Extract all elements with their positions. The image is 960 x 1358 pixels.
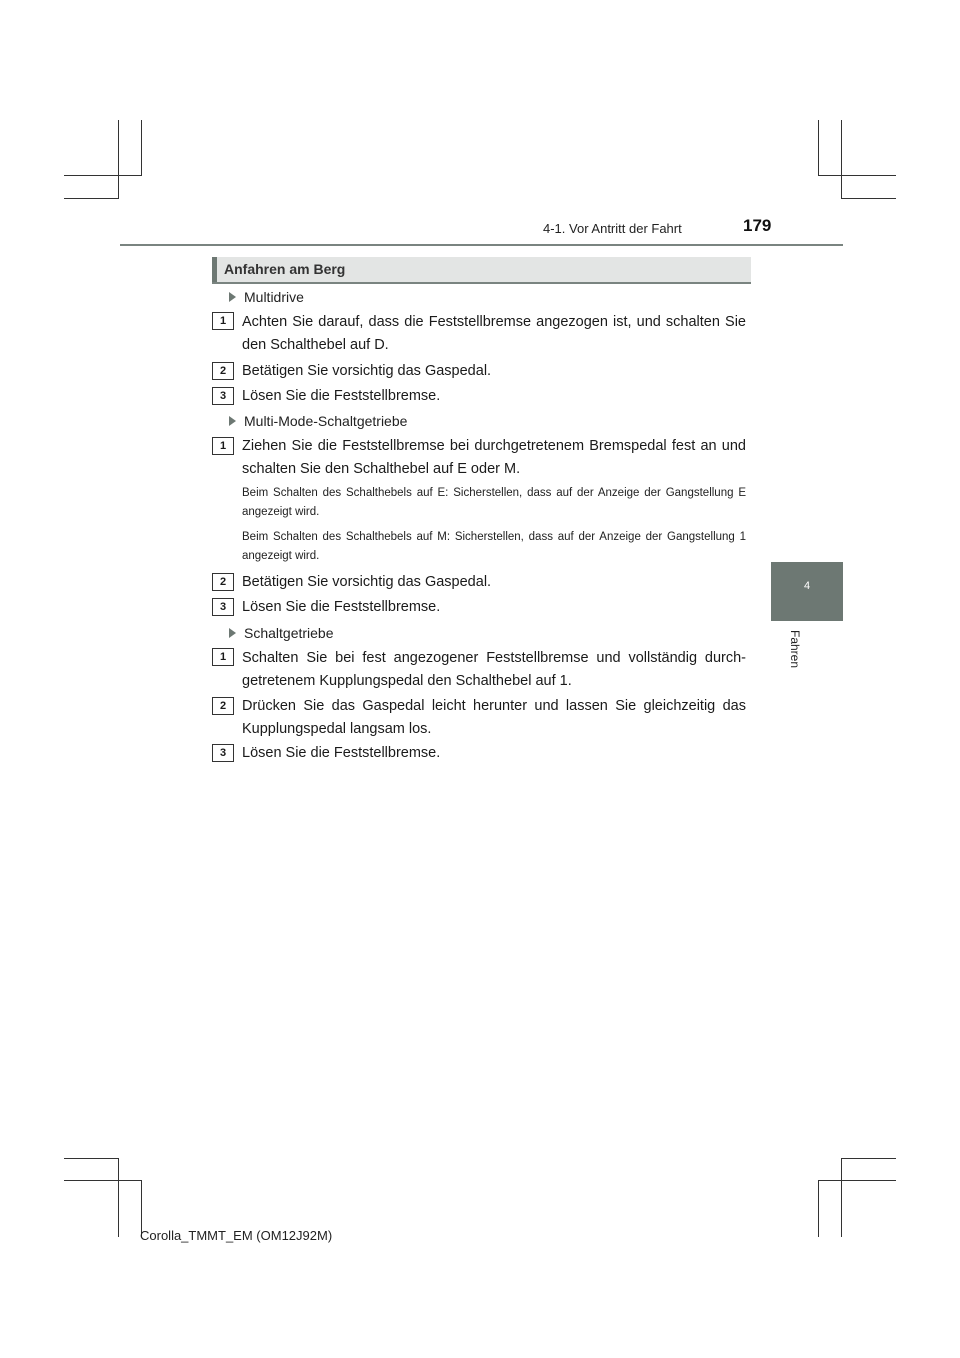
triangle-bullet-icon xyxy=(229,416,236,426)
triangle-bullet-icon xyxy=(229,628,236,638)
crop-mark xyxy=(64,175,142,176)
crop-mark xyxy=(818,175,896,176)
crop-mark xyxy=(141,120,142,176)
header-section: 4-1. Vor Antritt der Fahrt xyxy=(543,221,682,236)
note-text: Beim Schalten des Schalthebels auf E: Sicherstellen, dass auf der Anzeige der Gangstellung E angezeigt wird. xyxy=(242,487,746,518)
step-number: 3 xyxy=(212,744,234,762)
section-title-bar xyxy=(212,257,751,284)
step-number: 1 xyxy=(212,312,234,330)
triangle-bullet-icon xyxy=(229,292,236,302)
crop-mark xyxy=(64,198,119,199)
subheading-schaltgetriebe: Schaltgetriebe xyxy=(229,625,334,641)
step-number: 1 xyxy=(212,437,234,455)
footer-doc-id: Corolla_TMMT_EM (OM12J92M) xyxy=(140,1228,333,1243)
subheading-multidrive: Multidrive xyxy=(229,289,304,305)
crop-mark xyxy=(118,120,119,199)
crop-mark xyxy=(118,1158,119,1237)
crop-mark xyxy=(841,1158,842,1237)
section-title: Anfahren am Berg xyxy=(224,261,346,277)
note-text: Beim Schalten des Schalthebels auf M: Sicherstellen, dass auf der Anzeige der Gangstellung 1 angezeigt wird. xyxy=(242,531,746,562)
page-number: 179 xyxy=(743,216,772,235)
crop-mark xyxy=(818,1180,896,1181)
step-text: Drücken Sie das Gaspedal leicht herunter und lassen Sie gleichzeitig das Kupplungspedal langsam los. xyxy=(242,698,746,737)
crop-mark xyxy=(841,1158,896,1159)
crop-mark xyxy=(818,1180,819,1237)
step-text: Lösen Sie die Feststellbremse. xyxy=(242,745,441,761)
step-text: Betätigen Sie vorsichtig das Gaspedal. xyxy=(242,574,492,590)
header-divider xyxy=(120,244,843,246)
step-number: 1 xyxy=(212,648,234,666)
step-number: 2 xyxy=(212,362,234,380)
step-number: 3 xyxy=(212,387,234,405)
chapter-tab xyxy=(771,562,843,621)
step-text: Achten Sie darauf, dass die Feststellbremse angezogen ist, und schalten Sie den Schalthebel auf D. xyxy=(242,314,746,353)
crop-mark xyxy=(64,1158,119,1159)
crop-mark xyxy=(841,198,896,199)
subheading-multimode: Multi-Mode-Schaltgetriebe xyxy=(229,413,407,429)
crop-mark xyxy=(818,120,819,176)
step-text: Lösen Sie die Feststellbremse. xyxy=(242,599,441,615)
step-text: Lösen Sie die Feststellbremse. xyxy=(242,388,441,404)
title-accent xyxy=(212,257,217,282)
step-number: 2 xyxy=(212,573,234,591)
step-number: 2 xyxy=(212,697,234,715)
step-text: Schalten Sie bei fest angezogener Feststellbremse und vollständig durch-getretenem Kupplungspedal den Schalthebel auf 1. xyxy=(242,650,746,689)
crop-mark xyxy=(841,120,842,199)
step-number: 3 xyxy=(212,598,234,616)
chapter-label: Fahren xyxy=(788,630,802,669)
crop-mark xyxy=(64,1180,142,1181)
step-text: Ziehen Sie die Feststellbremse bei durchgetretenem Bremspedal fest an und schalten Sie den Schalthebel auf E oder M. xyxy=(242,438,746,477)
step-text: Betätigen Sie vorsichtig das Gaspedal. xyxy=(242,363,492,379)
chapter-number: 4 xyxy=(803,580,811,592)
